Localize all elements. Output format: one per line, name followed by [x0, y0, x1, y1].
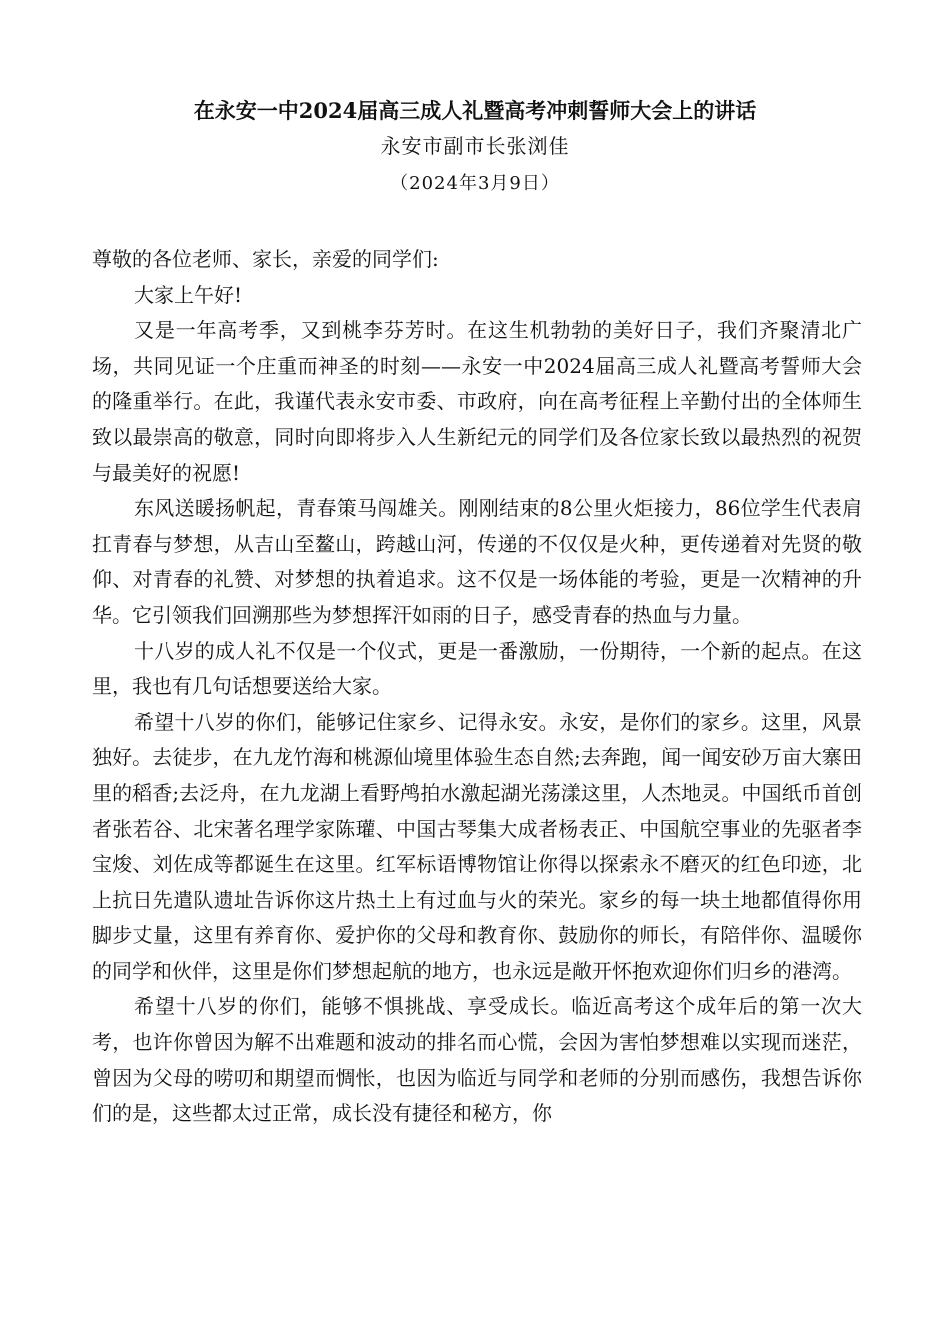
paragraph-challenges: 希望十八岁的你们，能够不惧挑战、享受成长。临近高考这个成年后的第一次大考，也许你曾因为解不出难题和波动的排名而心慌，会因为害怕梦想难以实现而迷茫，曾因为父母的唠叨和期望而惆怅，也因为临近与同学和老师的分别而感伤，我想告诉你们的是，这些都太过正常，成长没有捷径和秘方，你	[92, 994, 862, 1126]
paragraph-hometown: 希望十八岁的你们，能够记住家乡、记得永安。永安，是你们的家乡。这里，风景独好。去徒步，在九龙竹海和桃源仙境里体验生态自然;去奔跑，闻一闻安砂万亩大寨田里的稻香;去泛舟，在九龙湖上看野鸬拍水激起湖光荡漾这里，人杰地灵。中国纸币首创者张若谷、北宋著名理学家陈瓘、中国古琴集大成者杨表正、中国航空事业的先驱者李宝焌、刘佐成等都诞生在这里。红军标语博物馆让你得以探索永不磨灭的红色印迹，北上抗日先遣队遗址告诉你这片热土上有过血与火的荣光。家乡的每一块土地都值得你用脚步丈量，这里有养育你、爱护你的父母和教育你、鼓励你的师长，有陪伴你、温暖你的同学和伙伴，这里是你们梦想起航的地方，也永远是敞开怀抱欢迎你们归乡的港湾。	[92, 709, 862, 983]
salutation: 尊敬的各位老师、家长，亲爱的同学们:	[92, 247, 439, 271]
speech-body	[92, 242, 862, 1132]
greeting: 大家上午好!	[134, 282, 243, 307]
paragraph-coming-of-age: 十八岁的成人礼不仅是一个仪式，更是一番激励，一份期待，一个新的起点。在这里，我也有几句话想要送给大家。	[92, 638, 862, 699]
paragraph-torch-relay: 东风送暖扬帆起，青春策马闯雄关。刚刚结束的8公里火炬接力，86位学生代表肩扛青春与梦想，从吉山至鳌山，跨越山河，传递的不仅仅是火种，更传递着对先贤的敬仰、对青春的礼赞、对梦想的执着追求。这不仅是一场体能的考验，更是一次精神的升华。它引领我们回溯那些为梦想挥汗如雨的日子，感受青春的热血与力量。	[92, 496, 862, 627]
speech-title: 在永安一中2024届高三成人礼暨高考冲刺誓师大会上的讲话	[193, 98, 757, 123]
speaker-byline: 永安市副市长张浏佳	[380, 134, 570, 158]
speech-date: （2024年3月9日）	[390, 173, 560, 194]
paragraph-opening: 又是一年高考季，又到桃李芬芳时。在这生机勃勃的美好日子，我们齐聚清北广场，共同见证一个庄重而神圣的时刻——永安一中2024届高三成人礼暨高考誓师大会的隆重举行。在此，我谨代表永安市委、市政府，向在高考征程上辛勤付出的全体师生致以最崇高的敬意，同时向即将步入人生新纪元的同学们及各位家长致以最热烈的祝贺与最美好的祝愿!	[92, 318, 862, 485]
